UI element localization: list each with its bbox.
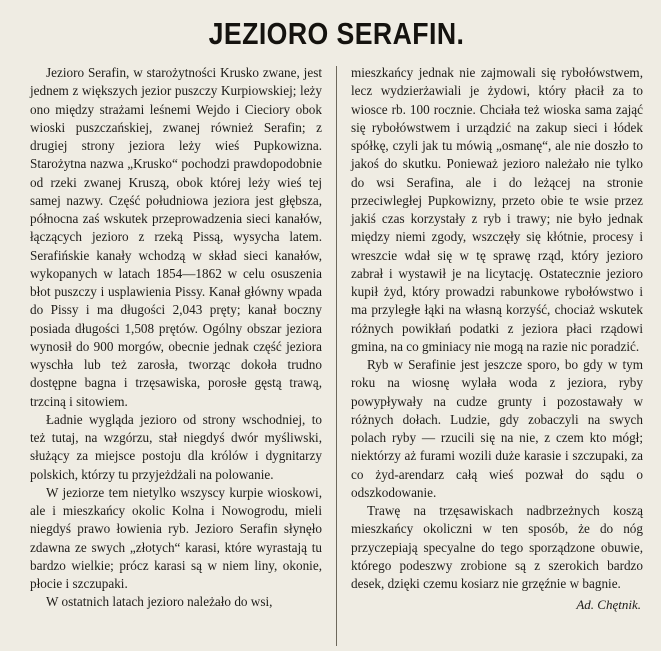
article-columns: [30, 64, 643, 646]
paragraph: Ryb w Serafinie jest jeszcze sporo, bo gdy w tym roku na wiosnę wylała woda z jeziora, ryby powypływały na cudze grunty i pozostawały w różnych dołach. Ludzie, gdy zobaczyli na swych polach ryby — rzucili się na nie, z czem kto mógł; niektórzy aż furami wozili duże karasie i szczupaki, za co żyd-arendarz całą wieś pozwał do sądu o odszkodowanie.: [351, 357, 643, 500]
left-column: [30, 64, 322, 646]
article-title: JEZIORO SERAFIN.: [208, 16, 465, 51]
paragraph: mieszkańcy jednak nie zajmowali się rybołówstwem, lecz wydzierżawiali je żydowi, który płacił za to wiosce rb. 100 rocznie. Chciała też wioska sama zająć się rybołówstwem i urządzić na zakup sieci i łódek spółkę, czyli jak tu mówią „osmanę“, ale nie doszło to jakoś do skutku. Ponieważ jezioro należało nie tylko do wsi Serafina, ale i do leżącej na stronie przeciwległej Pupkowizny, przeto obie te wsie przez jakiś czas korzystały z ryb i trawy; nie było jednak między niemi zgody, wszczęły się kłótnie, procesy i wreszcie wdał się w tę sprawę rząd, który jezioro zabrał i wystawił je na licytację. Ostatecznie jezioro kupił żyd, który prowadzi rabunkowe rybołówstwo i ma przyległe łąki na własną korzyść, chociaż wskutek różnych powikłań podatki z jeziora płaci rządowi gmina, na co gminiacy nie mogą na razie nic poradzić.: [351, 65, 643, 354]
right-column: [351, 64, 643, 646]
paragraph: Trawę na trzęsawiskach nadbrzeżnych koszą mieszkańcy okoliczni w ten sposób, że do nóg przyczepiają specyalne do tego sporządzone obuwie, którego podeszwy zrobione są z szerokich bardzo desek, dzięki czemu kosiarz nie grzęźnie w bagnie.: [351, 503, 643, 591]
paragraph: W jeziorze tem nietylko wszyscy kurpie wioskowi, ale i mieszkańcy okolic Kolna i Nowogrodu, mieli niegdyś prawo łowienia ryb. Jezioro Serafin słynęło zdawna ze swych „złotych“ karasi, które wyrastają tu bardzo wielkie; prócz karasi są w niem liny, okonie, płocie i szczupaki.: [30, 484, 322, 591]
column-divider: [336, 66, 337, 646]
paragraph: W ostatnich latach jezioro należało do wsi,: [46, 594, 273, 610]
author-signature: Ad. Chętnik.: [576, 597, 641, 613]
paragraph: Ładnie wygląda jezioro od strony wschodniej, to też tutaj, na wzgórzu, stał niegdyś dwór myśliwski, służący za miejsce postoju dla królów i dygnitarzy polskich, którzy tu przyjeżdżali na polowanie.: [30, 411, 322, 482]
paragraph: Jezioro Serafin, w starożytności Krusko zwane, jest jednem z większych jezior puszczy Kurpiowskiej; leży ono między strażami leśnemi Wejdo i Cieciory obok wioski puszczańskiej, zwanej również Serafin; z drugiej strony jeziora leży wieś Pupkowizna. Starożytna nazwa „Krusko“ pochodzi prawdopodobnie od rzeki zwanej Kruszą, obok której leży wieś tej samej nazwy. Część południowa jeziora jest głębsza, północna zaś wskutek przeprowadzenia sieci kanałów, łączących jezioro z rzeką Pissą, wysycha latem. Serafińskie kanały wchodzą w skład sieci kanałów, wykopanych w latach 1854—1862 w celu osuszenia błot puszczy i usplawienia Pissy. Kanał główny wpada do Pissy i ma długości 2,043 pręty; kanał boczny posiada długości 1,508 prętów. Ogólny obszar jeziora wynosił do 900 morgów, obecnie jednak część jeziora wyschła lub też zarosła, tworząc dokoła trudno dostępne bagna i trzęsawiska, porosłe gęstą trawą, trzciną i sitowiem.: [30, 65, 322, 409]
